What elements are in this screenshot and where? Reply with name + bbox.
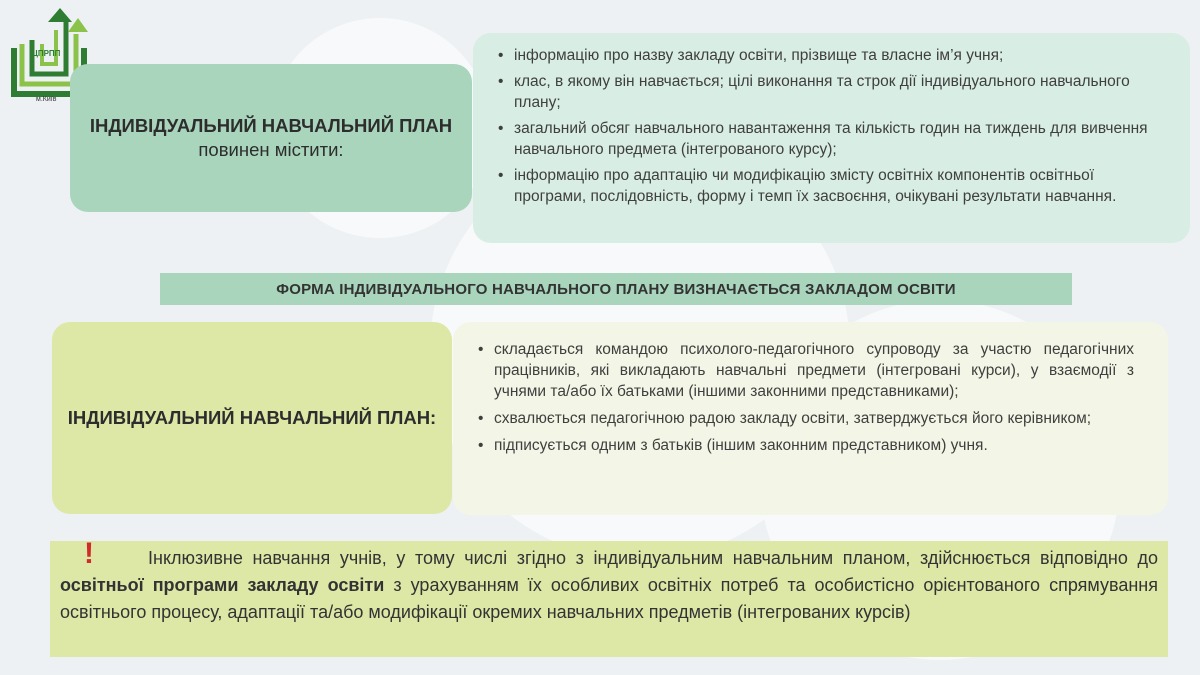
note-text-part2: з урахуванням їх особливих освітніх потреб та особистісно орієнтованого спрямування освітнього процесу, адаптації та/або модифікації окремих навчальних предметів (інтегрованих курсів) — [60, 575, 1158, 622]
list-item: • клас, в якому він навчається; цілі виконання та строк дії індивідуального навчального плану; — [495, 71, 1150, 113]
plan-process-list — [475, 339, 1134, 456]
list-item: • загальний обсяг навчального навантаження та кількість годин на тиждень для вивчення навчального предмета (інтегрованого курсу); — [495, 118, 1150, 160]
plan-process-list-panel — [453, 322, 1168, 515]
list-item: • підписується одним з батьків (іншим законним представником) учня. — [475, 435, 1134, 456]
plan-process-heading-box — [52, 322, 452, 514]
plan-contents-heading-bold: ІНДИВІДУАЛЬНИЙ НАВЧАЛЬНИЙ ПЛАН — [89, 115, 453, 136]
plan-contents-heading-box — [70, 64, 472, 212]
list-item: • складається командою психолого-педагогічного супроводу за участю педагогічних працівників, які викладають навчальні предмети (інтегровані курси), у взаємодії з учнями та/або їх батьками (іншими законними представниками); — [475, 339, 1134, 402]
list-item: • інформацію про назву закладу освіти, прізвище та власне ім’я учня; — [495, 45, 1150, 66]
plan-form-banner: ФОРМА ІНДИВІДУАЛЬНОГО НАВЧАЛЬНОГО ПЛАНУ ВИЗНАЧАЄТЬСЯ ЗАКЛАДОМ ОСВІТИ — [160, 273, 1072, 305]
inclusive-education-note — [50, 537, 1168, 657]
list-item: • інформацію про адаптацію чи модифікацію змісту освітніх компонентів освітньої програми, послідовність, форму і темп їх засвоєння, очікувані результати навчання. — [495, 165, 1150, 207]
plan-contents-heading — [70, 114, 472, 162]
plan-contents-heading-rest: повинен містити: — [198, 139, 344, 160]
logo-city: м.Київ — [36, 96, 57, 102]
logo-abbr: ЦПРПП — [32, 49, 61, 58]
note-text-part1: Інклюзивне навчання учнів, у тому числі згідно з індивідуальним навчальним планом, здійснюється відповідно до — [148, 548, 1158, 568]
list-item: • схвалюється педагогічною радою закладу освіти, затверджується його керівником; — [475, 408, 1134, 429]
exclamation-icon: ! — [84, 537, 94, 570]
plan-process-heading: ІНДИВІДУАЛЬНИЙ НАВЧАЛЬНИЙ ПЛАН: — [67, 407, 437, 428]
note-text-bold: освітньої програми закладу освіти — [60, 575, 385, 595]
plan-contents-list-panel — [473, 33, 1190, 243]
plan-contents-list — [495, 45, 1150, 207]
